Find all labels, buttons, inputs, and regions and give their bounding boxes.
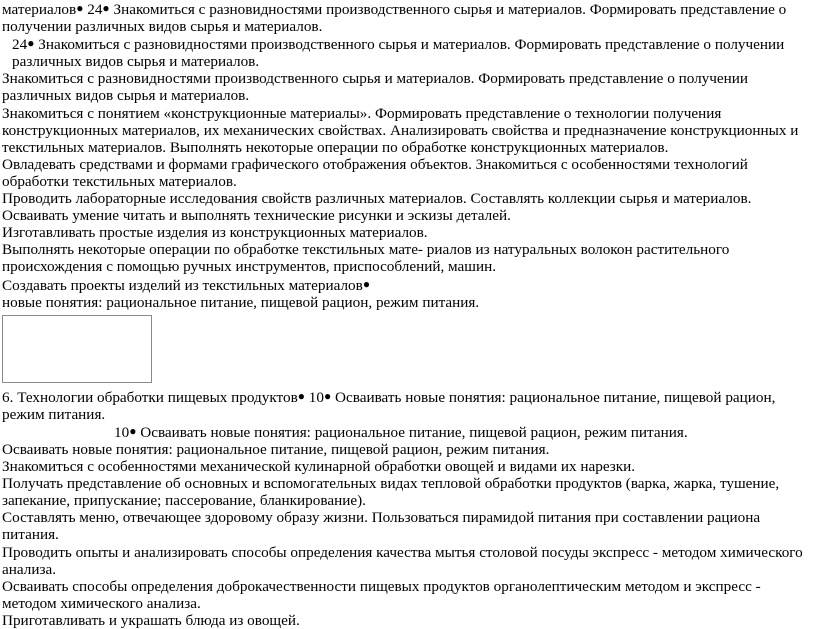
bullet-icon: ● bbox=[297, 388, 305, 403]
empty-frame bbox=[2, 315, 152, 383]
text-line-9: Выполнять некоторые операции по обработке текстильных мате- риалов из натуральных волокон растительного происхождения с помощью ручных инструментов, приспособлений, машин. bbox=[2, 241, 730, 276]
text-line-3: Знакомиться с разновидностями производственного сырья и материалов. Формировать представление о получении различных видов сырья и материалов. bbox=[2, 70, 749, 105]
text-line-20: Приготавливать и украшать блюда из овощей. bbox=[2, 611, 300, 629]
text-line-4: Знакомиться с понятием «конструкционные материалы». Формировать представление о технологии получения конструкционных материалов, их механических свойствах. Анализировать свойства и предназначение конструкционных и текстильных материалов. Выполнять некоторые операции по обработке конструкционных материалов. bbox=[2, 104, 799, 156]
text-line-7: Осваивать умение читать и выполнять технические рисунки и эскизы деталей. bbox=[2, 207, 511, 225]
text-line-17: Составлять меню, отвечающее здоровому образу жизни. Пользоваться пирамидой питания при составлении рациона питания. bbox=[2, 509, 761, 544]
text-line-13: 10● Осваивать новые понятия: рациональное питание, пищевой рацион, режим питания. bbox=[114, 423, 688, 441]
text-line-14: Осваивать новые понятия: рациональное питание, пищевой рацион, режим питания. bbox=[2, 440, 550, 458]
text-line-16: Получать представление об основных и вспомогательных видах тепловой обработки продуктов (варка, жарка, тушение, запекание, припускание; пассерование, бланкирование). bbox=[2, 475, 780, 510]
text-line-1: материалов● 24● Знакомиться с разновидностями производственного сырья и материалов. Формировать представление о получении различных видов сырья и материалов. bbox=[2, 1, 787, 36]
text-line-11: новые понятия: рациональное питание, пищевой рацион, режим питания. bbox=[2, 293, 480, 311]
text-line-18: Проводить опыты и анализировать способы определения качества мытья столовой посуды экспресс - методом химического анализа. bbox=[2, 543, 803, 578]
text-line-10: Создавать проекты изделий из текстильных материалов● bbox=[2, 276, 371, 294]
text-line-15: Знакомиться с особенностями механической кулинарной обработки овощей и видами их нарезки. bbox=[2, 458, 636, 476]
section-heading-line: 6. Технологии обработки пищевых продуктов● 10● Осваивать новые понятия: рациональное питание, пищевой рацион, режим питания. bbox=[2, 388, 776, 423]
bullet-icon: ● bbox=[323, 388, 332, 403]
bullet-icon: ● bbox=[27, 36, 35, 51]
text-line-2: 24● Знакомиться с разновидностями производственного сырья и материалов. Формировать представление о получении различных видов сырья и материалов. bbox=[12, 36, 785, 71]
bullet-icon: ● bbox=[102, 1, 110, 15]
bullet-icon: ● bbox=[76, 1, 84, 15]
text-line-8: Изготавливать простые изделия из конструкционных материалов. bbox=[2, 224, 428, 242]
text-line-19: Осваивать способы определения доброкачественности пищевых продуктов органолептическим методом и экспресс - методом химического анализа. bbox=[2, 577, 761, 612]
bullet-icon: ● bbox=[129, 423, 137, 438]
text-line-6: Проводить лабораторные исследования свойств различных материалов. Составлять коллекции сырья и материалов. bbox=[2, 190, 752, 208]
text-line-5: Овладевать средствами и формами графического отображения объектов. Знакомиться с особенностями технологий обработки текстильных материалов. bbox=[2, 155, 748, 190]
bullet-icon: ● bbox=[362, 276, 371, 291]
